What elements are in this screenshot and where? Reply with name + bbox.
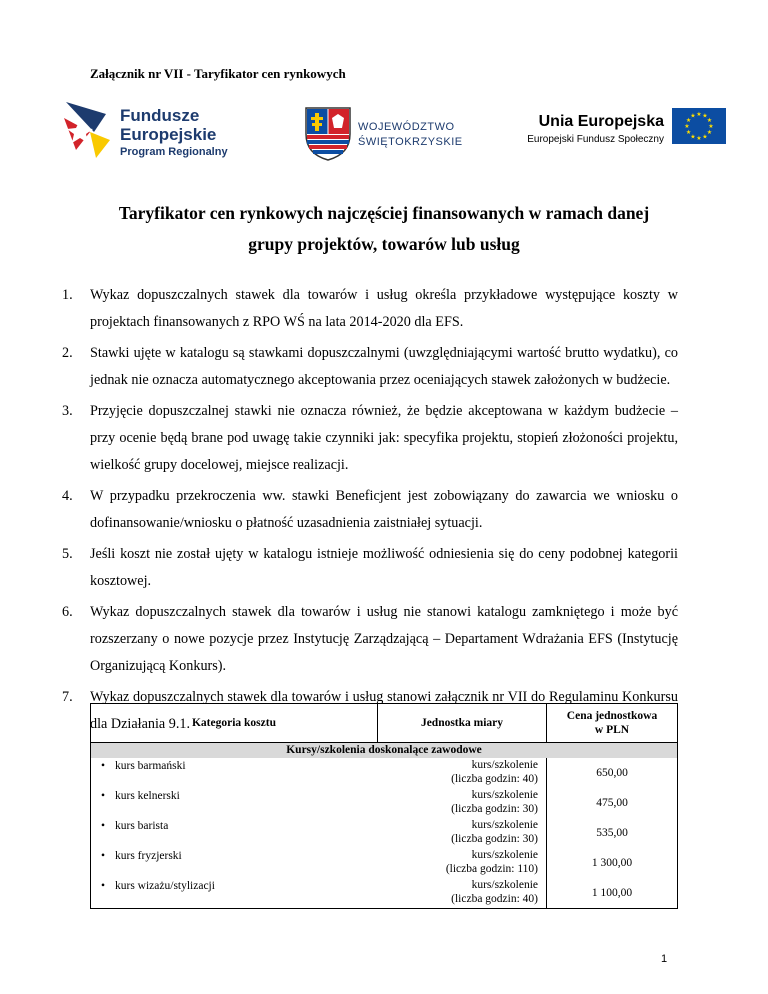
list-item-number: 2. xyxy=(62,345,73,361)
table-row xyxy=(91,758,678,788)
eu-star-icon: ★ xyxy=(685,117,692,124)
table-cell-category xyxy=(91,818,378,848)
table-cell-category-text: kurs kelnerski xyxy=(115,790,180,802)
eu-star-icon: ★ xyxy=(702,112,708,120)
list-item-number: 5. xyxy=(62,546,73,562)
logos-bar xyxy=(60,98,730,168)
eu-star-icon: ★ xyxy=(696,111,702,118)
unit-line-2: (liczba godzin: 30) xyxy=(451,803,538,815)
list-item xyxy=(62,483,678,537)
table-cell-category-text: kurs barmański xyxy=(115,760,186,772)
unit-line-1: kurs/szkolenie xyxy=(471,759,538,771)
document-title xyxy=(90,198,678,260)
eu-star-icon: ★ xyxy=(690,133,696,141)
unit-line-2: (liczba godzin: 40) xyxy=(451,893,538,905)
points-list xyxy=(62,282,678,742)
list-item xyxy=(62,599,678,680)
eu-star-icon: ★ xyxy=(685,129,692,136)
price-header-line-1: Cena jednostkowa xyxy=(566,710,658,722)
bullet-icon: • xyxy=(101,760,106,772)
eu-star-icon: ★ xyxy=(706,117,713,124)
table-row xyxy=(91,878,678,909)
price-header-line-2: w PLN xyxy=(594,724,630,736)
eu-flag-icon xyxy=(672,108,726,144)
unit-line-2: (liczba godzin: 30) xyxy=(451,833,538,845)
column-header-price xyxy=(547,704,678,743)
unit-line-1: kurs/szkolenie xyxy=(471,789,538,801)
table-group-label: Kursy/szkolenia doskonalące zawodowe xyxy=(91,743,678,759)
unit-line-2: (liczba godzin: 40) xyxy=(451,773,538,785)
table-cell-price: 650,00 xyxy=(547,758,678,788)
fe-line-3: Program Regionalny xyxy=(120,146,228,158)
document-title-line-1: Taryfikator cen rynkowych najczęściej finansowanych w ramach danej xyxy=(118,203,650,223)
list-item-number: 3. xyxy=(62,403,73,419)
price-table xyxy=(90,703,678,909)
table-cell-price: 475,00 xyxy=(547,788,678,818)
table-cell-category xyxy=(91,788,378,818)
table-cell-price: 1 100,00 xyxy=(547,878,678,909)
eu-star-icon: ★ xyxy=(708,123,714,130)
table-cell-unit xyxy=(378,848,547,878)
eu-star-icon: ★ xyxy=(696,135,702,142)
eu-star-icon: ★ xyxy=(702,133,708,141)
table-cell-category-text: kurs barista xyxy=(115,820,169,832)
swietokrzyskie-crest-icon xyxy=(304,106,352,162)
table-cell-unit xyxy=(378,878,547,909)
list-item-number: 6. xyxy=(62,604,73,620)
eu-star-icon: ★ xyxy=(684,123,690,130)
unia-europejska-text xyxy=(492,112,664,148)
table-cell-unit xyxy=(378,818,547,848)
woj-line-1: WOJEWÓDZTWO xyxy=(358,121,455,133)
fe-line-1: Fundusze xyxy=(120,106,200,125)
page-number: 1 xyxy=(661,953,668,965)
list-item-text: Wykaz dopuszczalnych stawek dla towarów i usług stanowi załącznik nr VII do Regulaminu Konkursu dla Działania 9.1. xyxy=(90,689,678,732)
unit-line-1: kurs/szkolenie xyxy=(471,849,538,861)
table-cell-unit xyxy=(378,758,547,788)
list-item-text: Przyjęcie dopuszczalnej stawki nie oznacza również, że będzie akceptowana w każdym budżecie – przy ocenie będą brane pod uwagę takie czynniki jak: specyfika projektu, stopień złożoności projektu, wielkość grupy docelowej, miejsce realizacji. xyxy=(90,403,678,473)
eu-star-icon: ★ xyxy=(706,129,713,136)
list-item-number: 7. xyxy=(62,689,73,705)
table-cell-category xyxy=(91,878,378,909)
unit-line-1: kurs/szkolenie xyxy=(471,879,538,891)
table-cell-category-text: kurs fryzjerski xyxy=(115,850,182,862)
eu-star-icon: ★ xyxy=(690,112,696,120)
bullet-icon: • xyxy=(101,790,106,802)
list-item-text: Wykaz dopuszczalnych stawek dla towarów i usług określa przykładowe występujące koszty w projektach finansowanych z RPO WŚ na lata 2014-2020 dla EFS. xyxy=(90,287,678,330)
table-cell-category xyxy=(91,848,378,878)
unit-line-1: kurs/szkolenie xyxy=(471,819,538,831)
table-row xyxy=(91,848,678,878)
list-item-text: Stawki ujęte w katalogu są stawkami dopuszczalnymi (uwzględniającymi wartość brutto wydatku), co jednak nie oznacza automatycznego akceptowania przez oceniających stawek założonych w budżecie. xyxy=(90,345,678,388)
fundusze-europejskie-logo-icon xyxy=(60,98,116,160)
list-item xyxy=(62,282,678,336)
table-group-row xyxy=(91,743,678,759)
list-item-number: 1. xyxy=(62,287,73,303)
bullet-icon: • xyxy=(101,880,106,892)
table-cell-unit xyxy=(378,788,547,818)
list-item xyxy=(62,398,678,479)
column-header-category: Kategoria kosztu xyxy=(91,704,378,743)
bullet-icon: • xyxy=(101,850,106,862)
list-item-text: W przypadku przekroczenia ww. stawki Beneficjent jest zobowiązany do zawarcia we wniosku o dofinansowanie/wniosku o płatność uzasadnienia zaistniałej sytuacji. xyxy=(90,488,678,531)
fe-line-2: Europejskie xyxy=(120,125,217,144)
annex-title: Załącznik nr VII - Taryfikator cen rynkowych xyxy=(90,66,346,81)
list-item-text: Wykaz dopuszczalnych stawek dla towarów i usług nie stanowi katalogu zamkniętego i może być rozszerzany o nowe pozycje przez Instytucję Zarządzającą – Departament Wdrażania EFS (Instytucję Organizującą Konkurs). xyxy=(90,604,678,674)
ue-line-2: Europejski Fundusz Społeczny xyxy=(527,134,664,145)
ue-line-1: Unia Europejska xyxy=(538,113,664,130)
woj-line-2: ŚWIĘTOKRZYSKIE xyxy=(358,136,463,148)
table-row xyxy=(91,788,678,818)
list-item xyxy=(62,541,678,595)
table-cell-price: 535,00 xyxy=(547,818,678,848)
wojewodztwo-text xyxy=(358,120,463,150)
document-title-line-2: grupy projektów, towarów lub usług xyxy=(248,234,520,254)
unit-line-2: (liczba godzin: 110) xyxy=(445,863,538,875)
list-item-number: 4. xyxy=(62,488,73,504)
table-row xyxy=(91,818,678,848)
column-header-unit: Jednostka miary xyxy=(378,704,547,743)
table-cell-category-text: kurs wizażu/stylizacji xyxy=(115,880,215,892)
list-item-text: Jeśli koszt nie został ujęty w katalogu istnieje możliwość odniesienia się do ceny podobnej kategorii kosztowej. xyxy=(90,546,678,589)
bullet-icon: • xyxy=(101,820,106,832)
table-cell-category xyxy=(91,758,378,788)
table-cell-price: 1 300,00 xyxy=(547,848,678,878)
list-item xyxy=(62,340,678,394)
fundusze-europejskie-text xyxy=(120,106,228,160)
